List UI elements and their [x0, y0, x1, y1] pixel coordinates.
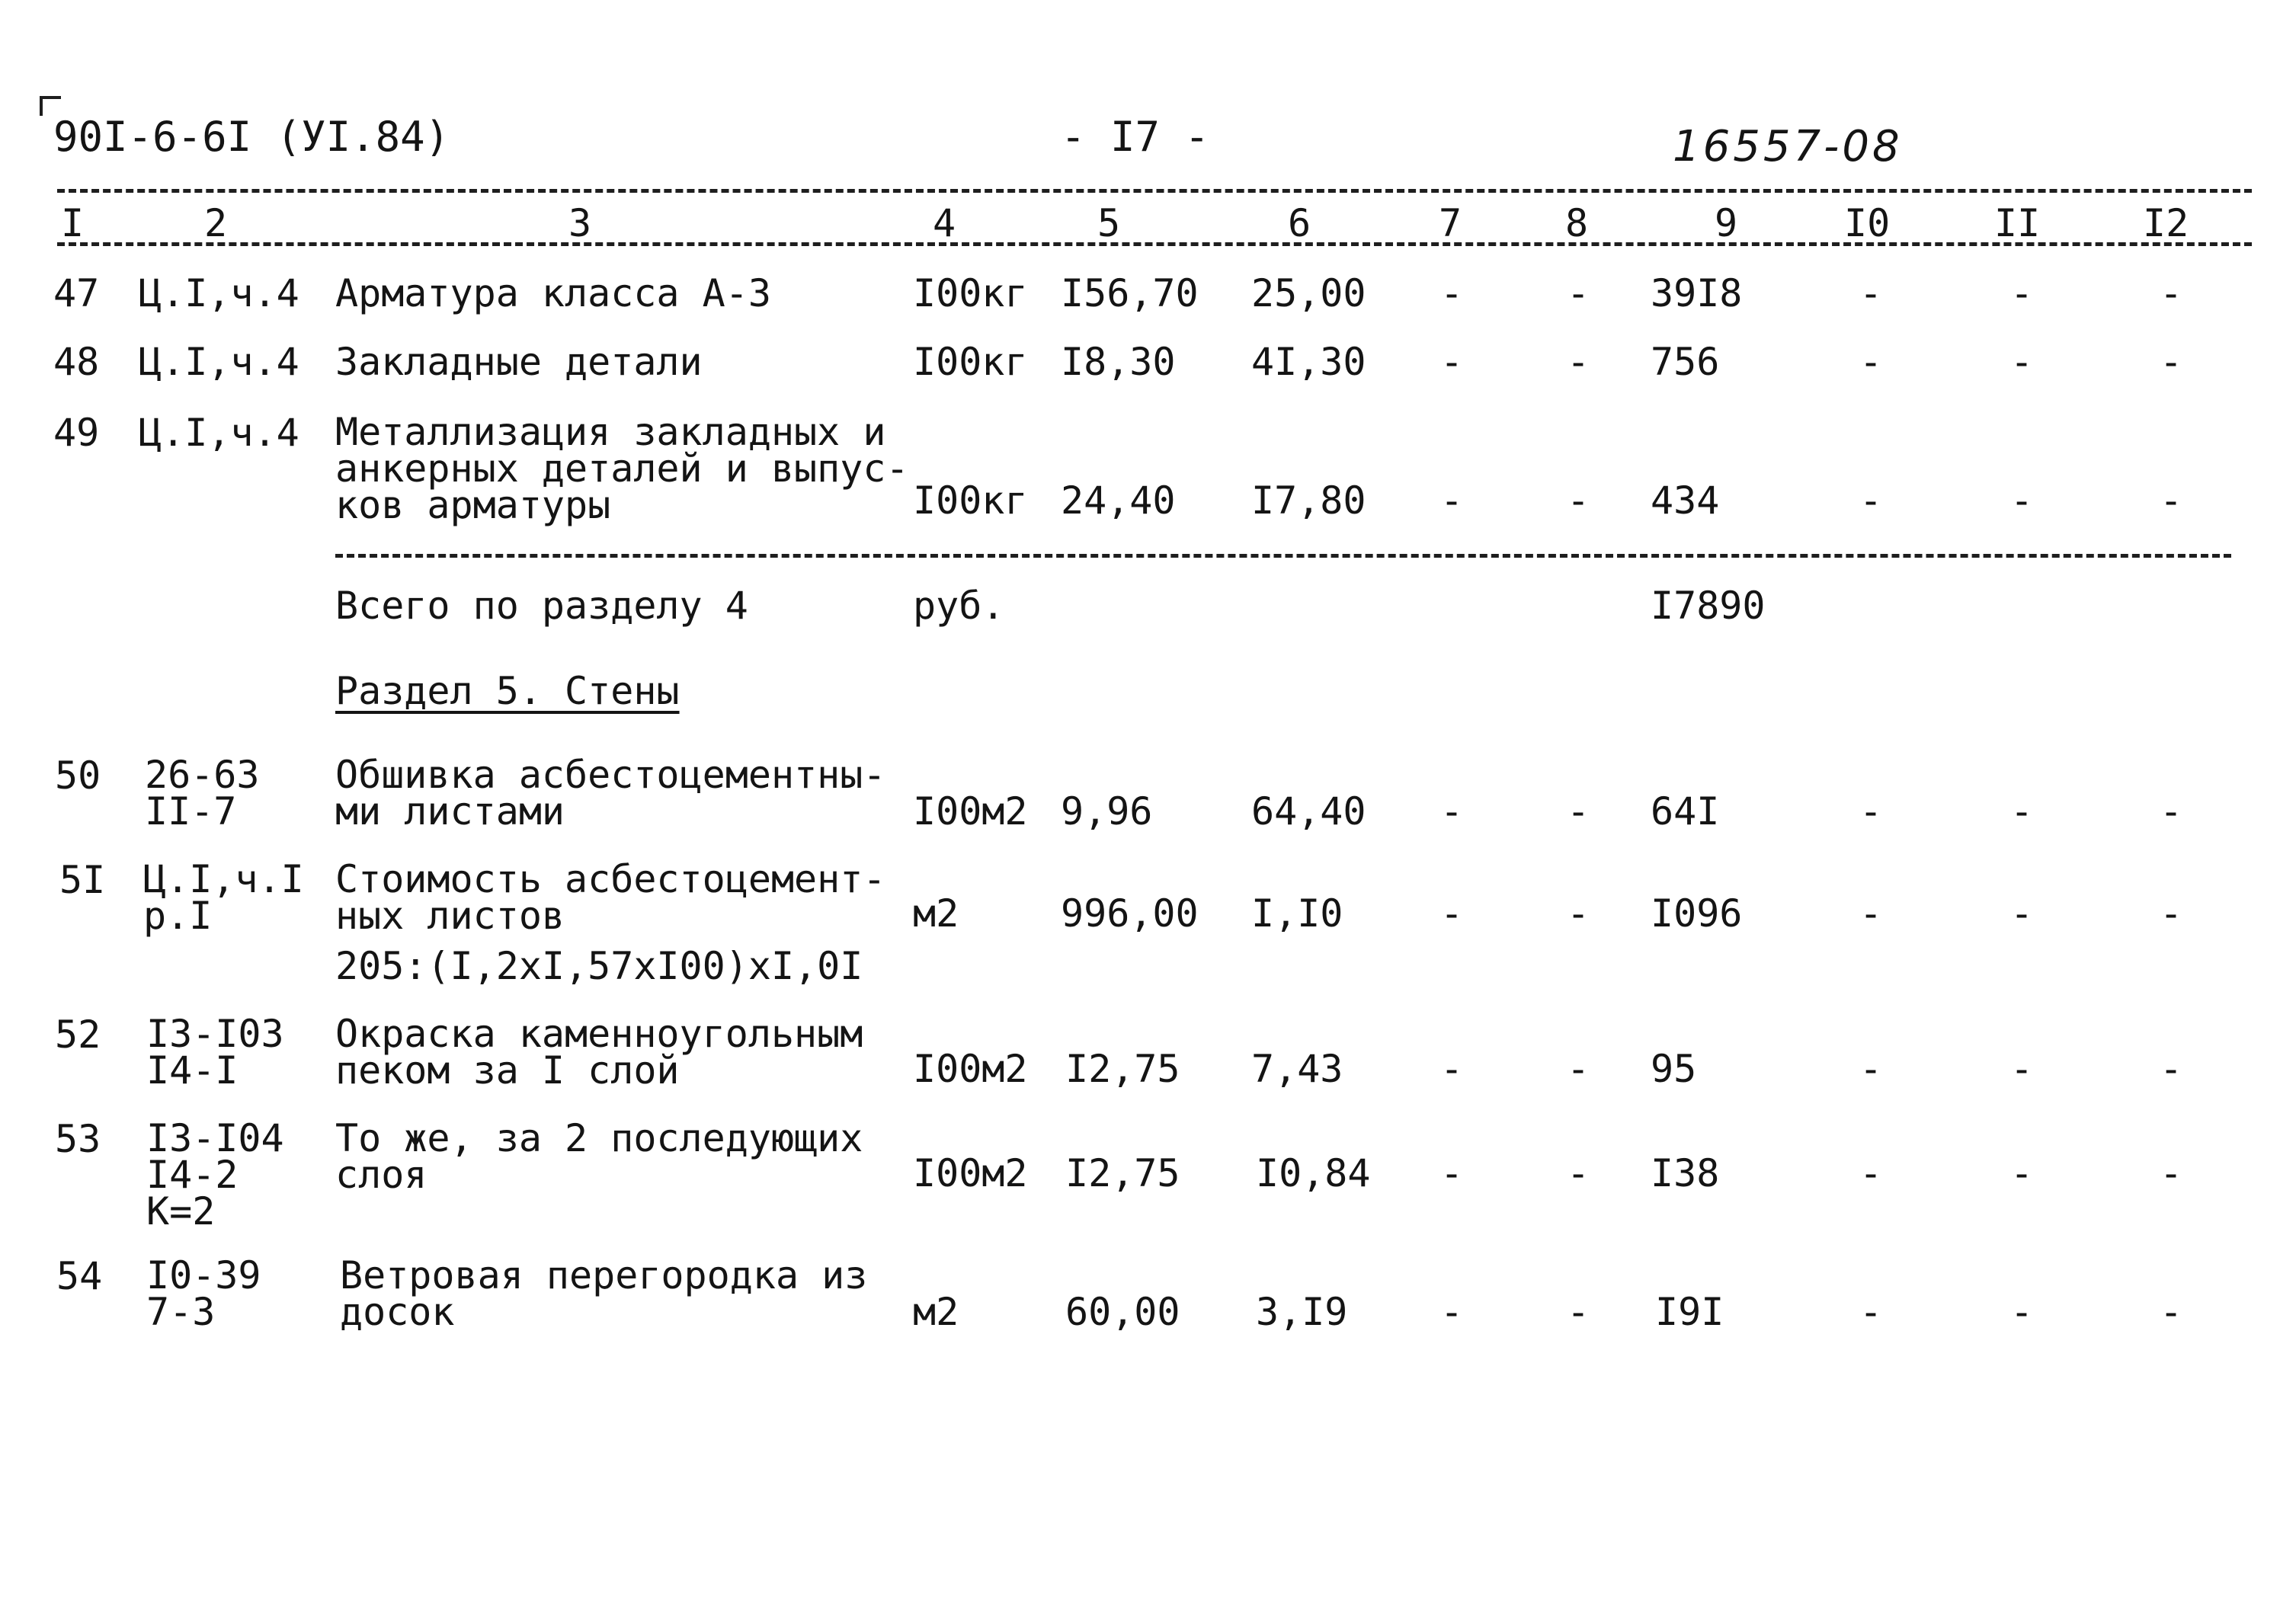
section4-separator: [335, 554, 2231, 558]
row-col11: -: [2010, 891, 2034, 936]
row-number: 49: [53, 411, 100, 455]
section4-total-unit: руб.: [913, 584, 1005, 628]
row-quantity: 60,00: [1065, 1290, 1180, 1334]
row-price: 7,43: [1251, 1047, 1343, 1091]
row-price: I7,80: [1251, 478, 1366, 523]
col-4: 4: [933, 201, 956, 245]
row-number: 53: [55, 1117, 101, 1161]
row-col8: -: [1567, 340, 1590, 384]
row-col10: -: [1859, 340, 1883, 384]
row-price: I,I0: [1251, 891, 1343, 936]
handwritten-number: 16557-08: [1673, 122, 1903, 171]
page-number: - I7 -: [1061, 113, 1210, 161]
row-unit: I00м2: [913, 789, 1028, 833]
row-code: Ц.I,ч.4: [139, 271, 299, 315]
row-quantity: 996,00: [1061, 891, 1199, 936]
row-number: 50: [55, 754, 101, 798]
row-col7: -: [1440, 271, 1464, 315]
row-col12: -: [2160, 340, 2183, 384]
row-quantity: I2,75: [1065, 1151, 1180, 1195]
column-header-rule: [57, 242, 2252, 246]
row-col10: -: [1859, 1290, 1883, 1334]
row-col7: -: [1440, 1290, 1464, 1334]
row-col10: -: [1859, 891, 1883, 936]
col-12: I2: [2143, 201, 2189, 245]
row-name: Окраска каменноугольным пеком за I слой: [335, 1012, 863, 1093]
row-total: 39I8: [1651, 271, 1743, 315]
row-col7: -: [1440, 1047, 1464, 1091]
row-name: Металлизация закладных и анкерных деталей и выпус- ков арматуры: [335, 410, 909, 527]
row-col12: -: [2160, 891, 2183, 936]
row-col7: -: [1440, 478, 1464, 523]
col-6: 6: [1288, 201, 1311, 245]
row-col11: -: [2010, 478, 2034, 523]
row-unit: I00кг: [913, 478, 1028, 523]
row-price: 4I,30: [1251, 340, 1366, 384]
row-col8: -: [1567, 1151, 1590, 1195]
row-number: 48: [53, 340, 100, 384]
row-col7: -: [1440, 1151, 1464, 1195]
row-total: 756: [1651, 340, 1720, 384]
row-price: 25,00: [1251, 271, 1366, 315]
col-3: 3: [568, 201, 592, 245]
row-col8: -: [1567, 891, 1590, 936]
row-code: I0-39 7-3: [146, 1253, 261, 1334]
row-code: 26-63 II-7: [145, 753, 260, 833]
col-8: 8: [1565, 201, 1589, 245]
row-col10: -: [1859, 271, 1883, 315]
col-7: 7: [1439, 201, 1462, 245]
row-unit: I00м2: [913, 1047, 1028, 1091]
row-name: То же, за 2 последующих слоя: [335, 1116, 863, 1197]
row-col7: -: [1440, 891, 1464, 936]
row-col11: -: [2010, 1151, 2034, 1195]
row-total: I38: [1651, 1151, 1720, 1195]
row-col11: -: [2010, 1047, 2034, 1091]
section4-total-value: I7890: [1651, 584, 1766, 628]
row-code: Ц.I,ч.4: [139, 340, 299, 384]
row-col11: -: [2010, 340, 2034, 384]
row-col8: -: [1567, 1290, 1590, 1334]
row-formula: 205:(I,2xI,57xI00)xI,0I: [335, 944, 863, 988]
row-total: 64I: [1651, 789, 1720, 833]
row-unit: м2: [913, 1290, 959, 1334]
row-total: 95: [1651, 1047, 1697, 1091]
row-col8: -: [1567, 478, 1590, 523]
row-col12: -: [2160, 1151, 2183, 1195]
row-col7: -: [1440, 340, 1464, 384]
row-col12: -: [2160, 478, 2183, 523]
section5-title: Раздел 5. Стены: [335, 669, 680, 713]
row-col7: -: [1440, 789, 1464, 833]
row-col8: -: [1567, 1047, 1590, 1091]
col-2: 2: [204, 201, 228, 245]
row-total: I9I: [1655, 1290, 1724, 1334]
row-code: I3-I04 I4-2 К=2: [146, 1116, 284, 1233]
row-col12: -: [2160, 1047, 2183, 1091]
row-quantity: I8,30: [1061, 340, 1176, 384]
row-number: 5I: [59, 858, 106, 902]
row-col12: -: [2160, 789, 2183, 833]
row-col10: -: [1859, 478, 1883, 523]
row-name: Стоимость асбестоцемент- ных листов: [335, 857, 886, 938]
row-quantity: 24,40: [1061, 478, 1176, 523]
row-col11: -: [2010, 271, 2034, 315]
row-quantity: 9,96: [1061, 789, 1153, 833]
row-code: Ц.I,ч.4: [139, 411, 299, 455]
row-col10: -: [1859, 789, 1883, 833]
col-1: I: [61, 201, 85, 245]
row-unit: I00кг: [913, 340, 1028, 384]
row-col10: -: [1859, 1047, 1883, 1091]
row-col12: -: [2160, 1290, 2183, 1334]
row-col11: -: [2010, 789, 2034, 833]
row-number: 47: [53, 271, 100, 315]
row-name: Обшивка асбестоцементны- ми листами: [335, 753, 886, 833]
row-total: 434: [1651, 478, 1720, 523]
row-quantity: I2,75: [1065, 1047, 1180, 1091]
row-unit: м2: [913, 891, 959, 936]
row-code: I3-I03 I4-I: [146, 1012, 284, 1093]
row-name: Ветровая перегородка из досок: [340, 1253, 868, 1334]
document-code: 90I-6-6I (УI.84): [53, 113, 450, 161]
row-price: 64,40: [1251, 789, 1366, 833]
row-name: Арматура класса А-3: [335, 271, 771, 315]
row-price: 3,I9: [1256, 1290, 1348, 1334]
row-unit: I00кг: [913, 271, 1028, 315]
row-col11: -: [2010, 1290, 2034, 1334]
section4-total-label: Всего по разделу 4: [335, 584, 748, 628]
row-price: I0,84: [1256, 1151, 1371, 1195]
row-total: I096: [1651, 891, 1743, 936]
row-col8: -: [1567, 789, 1590, 833]
top-rule: [57, 189, 2252, 193]
row-col8: -: [1567, 271, 1590, 315]
row-number: 54: [56, 1254, 103, 1298]
row-name: Закладные детали: [335, 340, 703, 384]
row-unit: I00м2: [913, 1151, 1028, 1195]
col-10: I0: [1844, 201, 1891, 245]
row-number: 52: [55, 1013, 101, 1057]
row-quantity: I56,70: [1061, 271, 1199, 315]
row-code: Ц.I,ч.I р.I: [143, 857, 304, 938]
col-9: 9: [1715, 201, 1738, 245]
col-5: 5: [1097, 201, 1121, 245]
row-col10: -: [1859, 1151, 1883, 1195]
row-col12: -: [2160, 271, 2183, 315]
col-11: II: [1994, 201, 2041, 245]
